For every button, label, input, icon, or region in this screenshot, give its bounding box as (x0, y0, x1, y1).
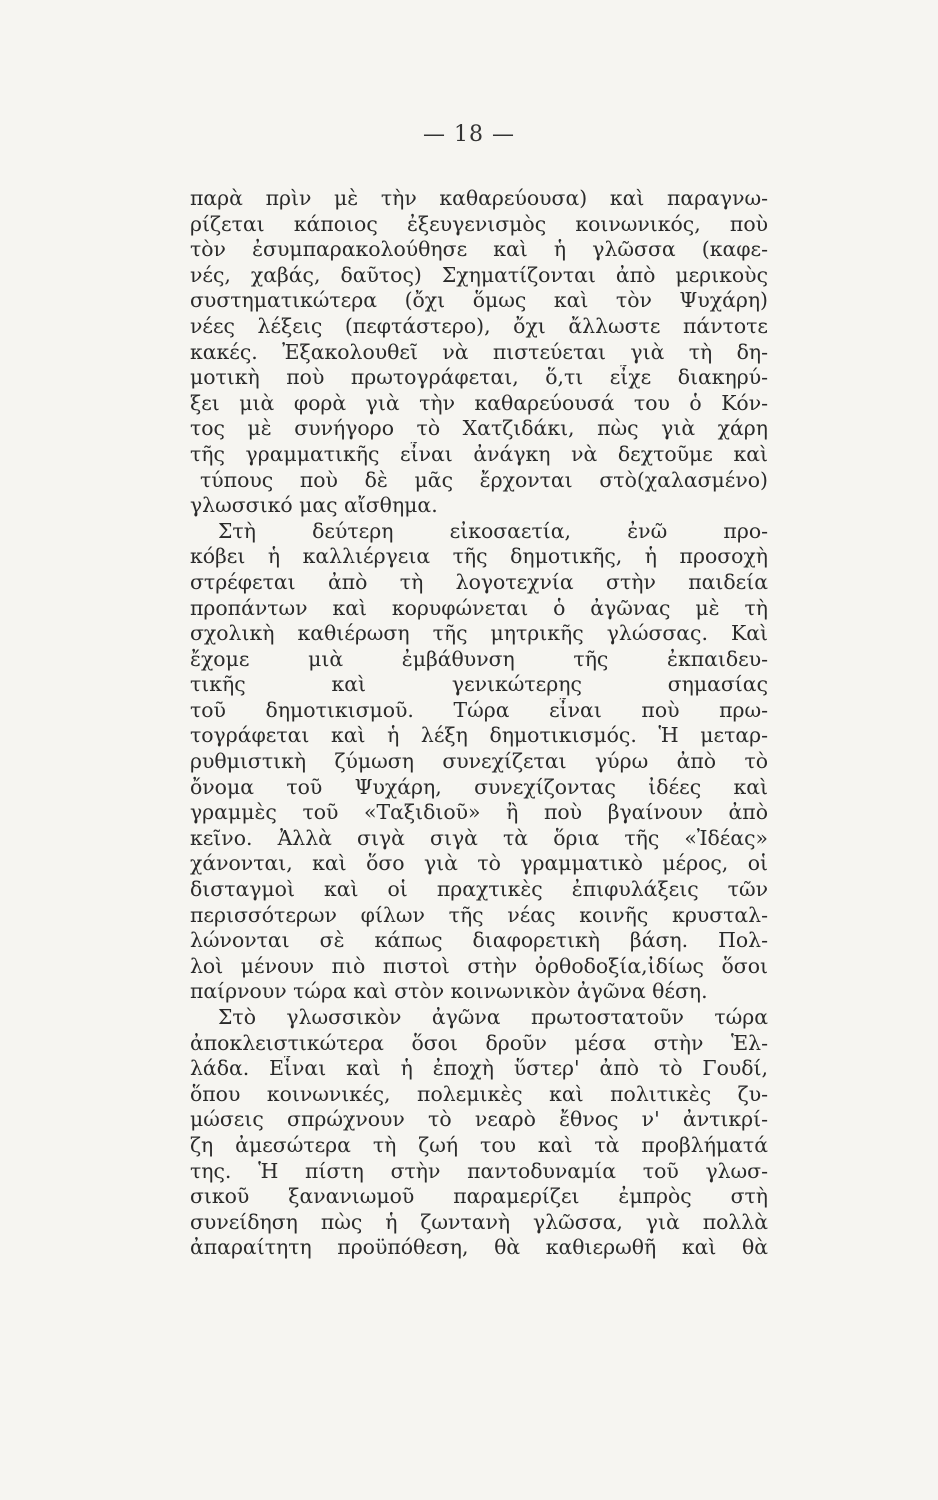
text-line: μώσεις σπρώχνουν τὸ νεαρὸ ἔθνος ν' ἀντικρί- (190, 1107, 768, 1132)
text-line: της. Ἡ πίστη στὴν παντοδυναμία τοῦ γλωσ- (190, 1158, 768, 1183)
text-line: στρέφεται ἀπὸ τὴ λογοτεχνία στὴν παιδεία (190, 569, 768, 594)
text-line: τύπους ποὺ δὲ μᾶς ἔρχονται στὸ(χαλασμένο) (200, 467, 768, 492)
text-line: σικοῦ ξανανιωμοῦ παραμερίζει ἐμπρὸς στὴ (190, 1184, 768, 1209)
body-text (190, 186, 768, 1261)
text-line: κακές. Ἐξακολουθεῖ νὰ πιστεύεται γιὰ τὴ δη- (190, 339, 768, 364)
text-line: συνείδηση πὼς ἡ ζωντανὴ γλῶσσα, γιὰ πολλὰ (190, 1209, 768, 1234)
text-line: ἀπαραίτητη προϋπόθεση, θὰ καθιερωθῆ καὶ θὰ (190, 1235, 768, 1260)
text-line: ὄνομα τοῦ Ψυχάρη, συνεχίζοντας ἰδέες καὶ (190, 774, 768, 799)
text-line: λάδα. Εἶναι καὶ ἡ ἐποχὴ ὕστερ' ἀπὸ τὸ Γουδί, (190, 1056, 768, 1081)
text-line: περισσότερων φίλων τῆς νέας κοινῆς κρυσταλ- (190, 902, 768, 927)
text-line: σχολικὴ καθιέρωση τῆς μητρικῆς γλώσσας. Καὶ (190, 621, 768, 646)
text-line: ὅπου κοινωνικές, πολεμικὲς καὶ πολιτικὲς ζυ- (190, 1081, 768, 1106)
text-line: παρὰ πρὶν μὲ τὴν καθαρεύουσα) καὶ παραγνω- (190, 186, 768, 210)
text-line: ἀποκλειστικώτερα ὅσοι δροῦν μέσα στὴν Ἑλ- (190, 1030, 768, 1055)
paragraph-start-line: Στὴ δεύτερη εἰκοσαετία, ἐνῶ προ- (218, 518, 768, 543)
text-line: νές, χαβάς, δαῦτος) Σχηματίζονται ἀπὸ μερικοὺς (190, 262, 768, 287)
text-line: τικῆς καὶ γενικώτερης σημασίας (190, 672, 768, 697)
text-line: ζη ἀμεσώτερα τὴ ζωή του καὶ τὰ προβλήματά (190, 1132, 768, 1157)
text-line: παίρνουν τώρα καὶ στὸν κοινωνικὸν ἀγῶνα θέση. (190, 979, 708, 1004)
text-line: δισταγμοὶ καὶ οἱ πραχτικὲς ἐπιφυλάξεις τῶν (190, 877, 768, 902)
text-line: λοὶ μένουν πιὸ πιστοὶ στὴν ὀρθοδοξία,ἰδίως ὅσοι (190, 953, 768, 978)
text-line: τὸν ἐσυμπαρακολούθησε καὶ ἡ γλῶσσα (καφε- (190, 237, 768, 262)
text-line: προπάντων καὶ κορυφώνεται ὁ ἀγῶνας μὲ τὴ (190, 595, 768, 620)
text-line: νέες λέξεις (πεφτάστερο), ὄχι ἄλλωστε πάντοτε (190, 313, 768, 338)
text-line: τοῦ δημοτικισμοῦ. Τώρα εἶναι ποὺ πρω- (190, 697, 768, 722)
text-line: τος μὲ συνήγορο τὸ Χατζιδάκι, πὼς γιὰ χάρη (190, 416, 768, 441)
paragraph-start-line: Στὸ γλωσσικὸν ἀγῶνα πρωτοστατοῦν τώρα (218, 1005, 768, 1029)
text-line: κεῖνο. Ἀλλὰ σιγὰ σιγὰ τὰ ὅρια τῆς «Ἰδέας» (190, 825, 768, 850)
text-line: γραμμὲς τοῦ «Ταξιδιοῦ» ἢ ποὺ βγαίνουν ἀπὸ (190, 800, 768, 825)
text-line: ξει μιὰ φορὰ γιὰ τὴν καθαρεύουσά του ὁ Κόν- (190, 390, 768, 415)
text-line: γλωσσικό μας αἴσθημα. (190, 493, 438, 518)
text-line: ρυθμιστικὴ ζύμωση συνεχίζεται γύρω ἀπὸ τὸ (190, 749, 768, 774)
text-line: κόβει ἡ καλλιέργεια τῆς δημοτικῆς, ἡ προσοχὴ (190, 544, 768, 569)
text-line: συστηματικώτερα (ὄχι ὅμως καὶ τὸν Ψυχάρη) (190, 288, 768, 313)
text-line: τῆς γραμματικῆς εἶναι ἀνάγκη νὰ δεχτοῦμε καὶ (190, 441, 768, 466)
text-line: λώνονται σὲ κάπως διαφορετικὴ βάση. Πολ- (190, 928, 768, 953)
text-line: χάνονται, καὶ ὅσο γιὰ τὸ γραμματικὸ μέρος, οἱ (190, 851, 768, 876)
text-line: ἔχομε μιὰ ἐμβάθυνση τῆς ἐκπαιδευ- (190, 646, 768, 671)
text-line: ρίζεται κάποιος ἐξευγενισμὸς κοινωνικός, ποὺ (190, 211, 768, 236)
text-line: μοτικὴ ποὺ πρωτογράφεται, ὅ,τι εἶχε διακηρύ- (190, 365, 768, 390)
text-line: τογράφεται καὶ ἡ λέξη δημοτικισμός. Ἡ μεταρ- (190, 723, 768, 748)
page-number: — 18 — (423, 122, 515, 147)
